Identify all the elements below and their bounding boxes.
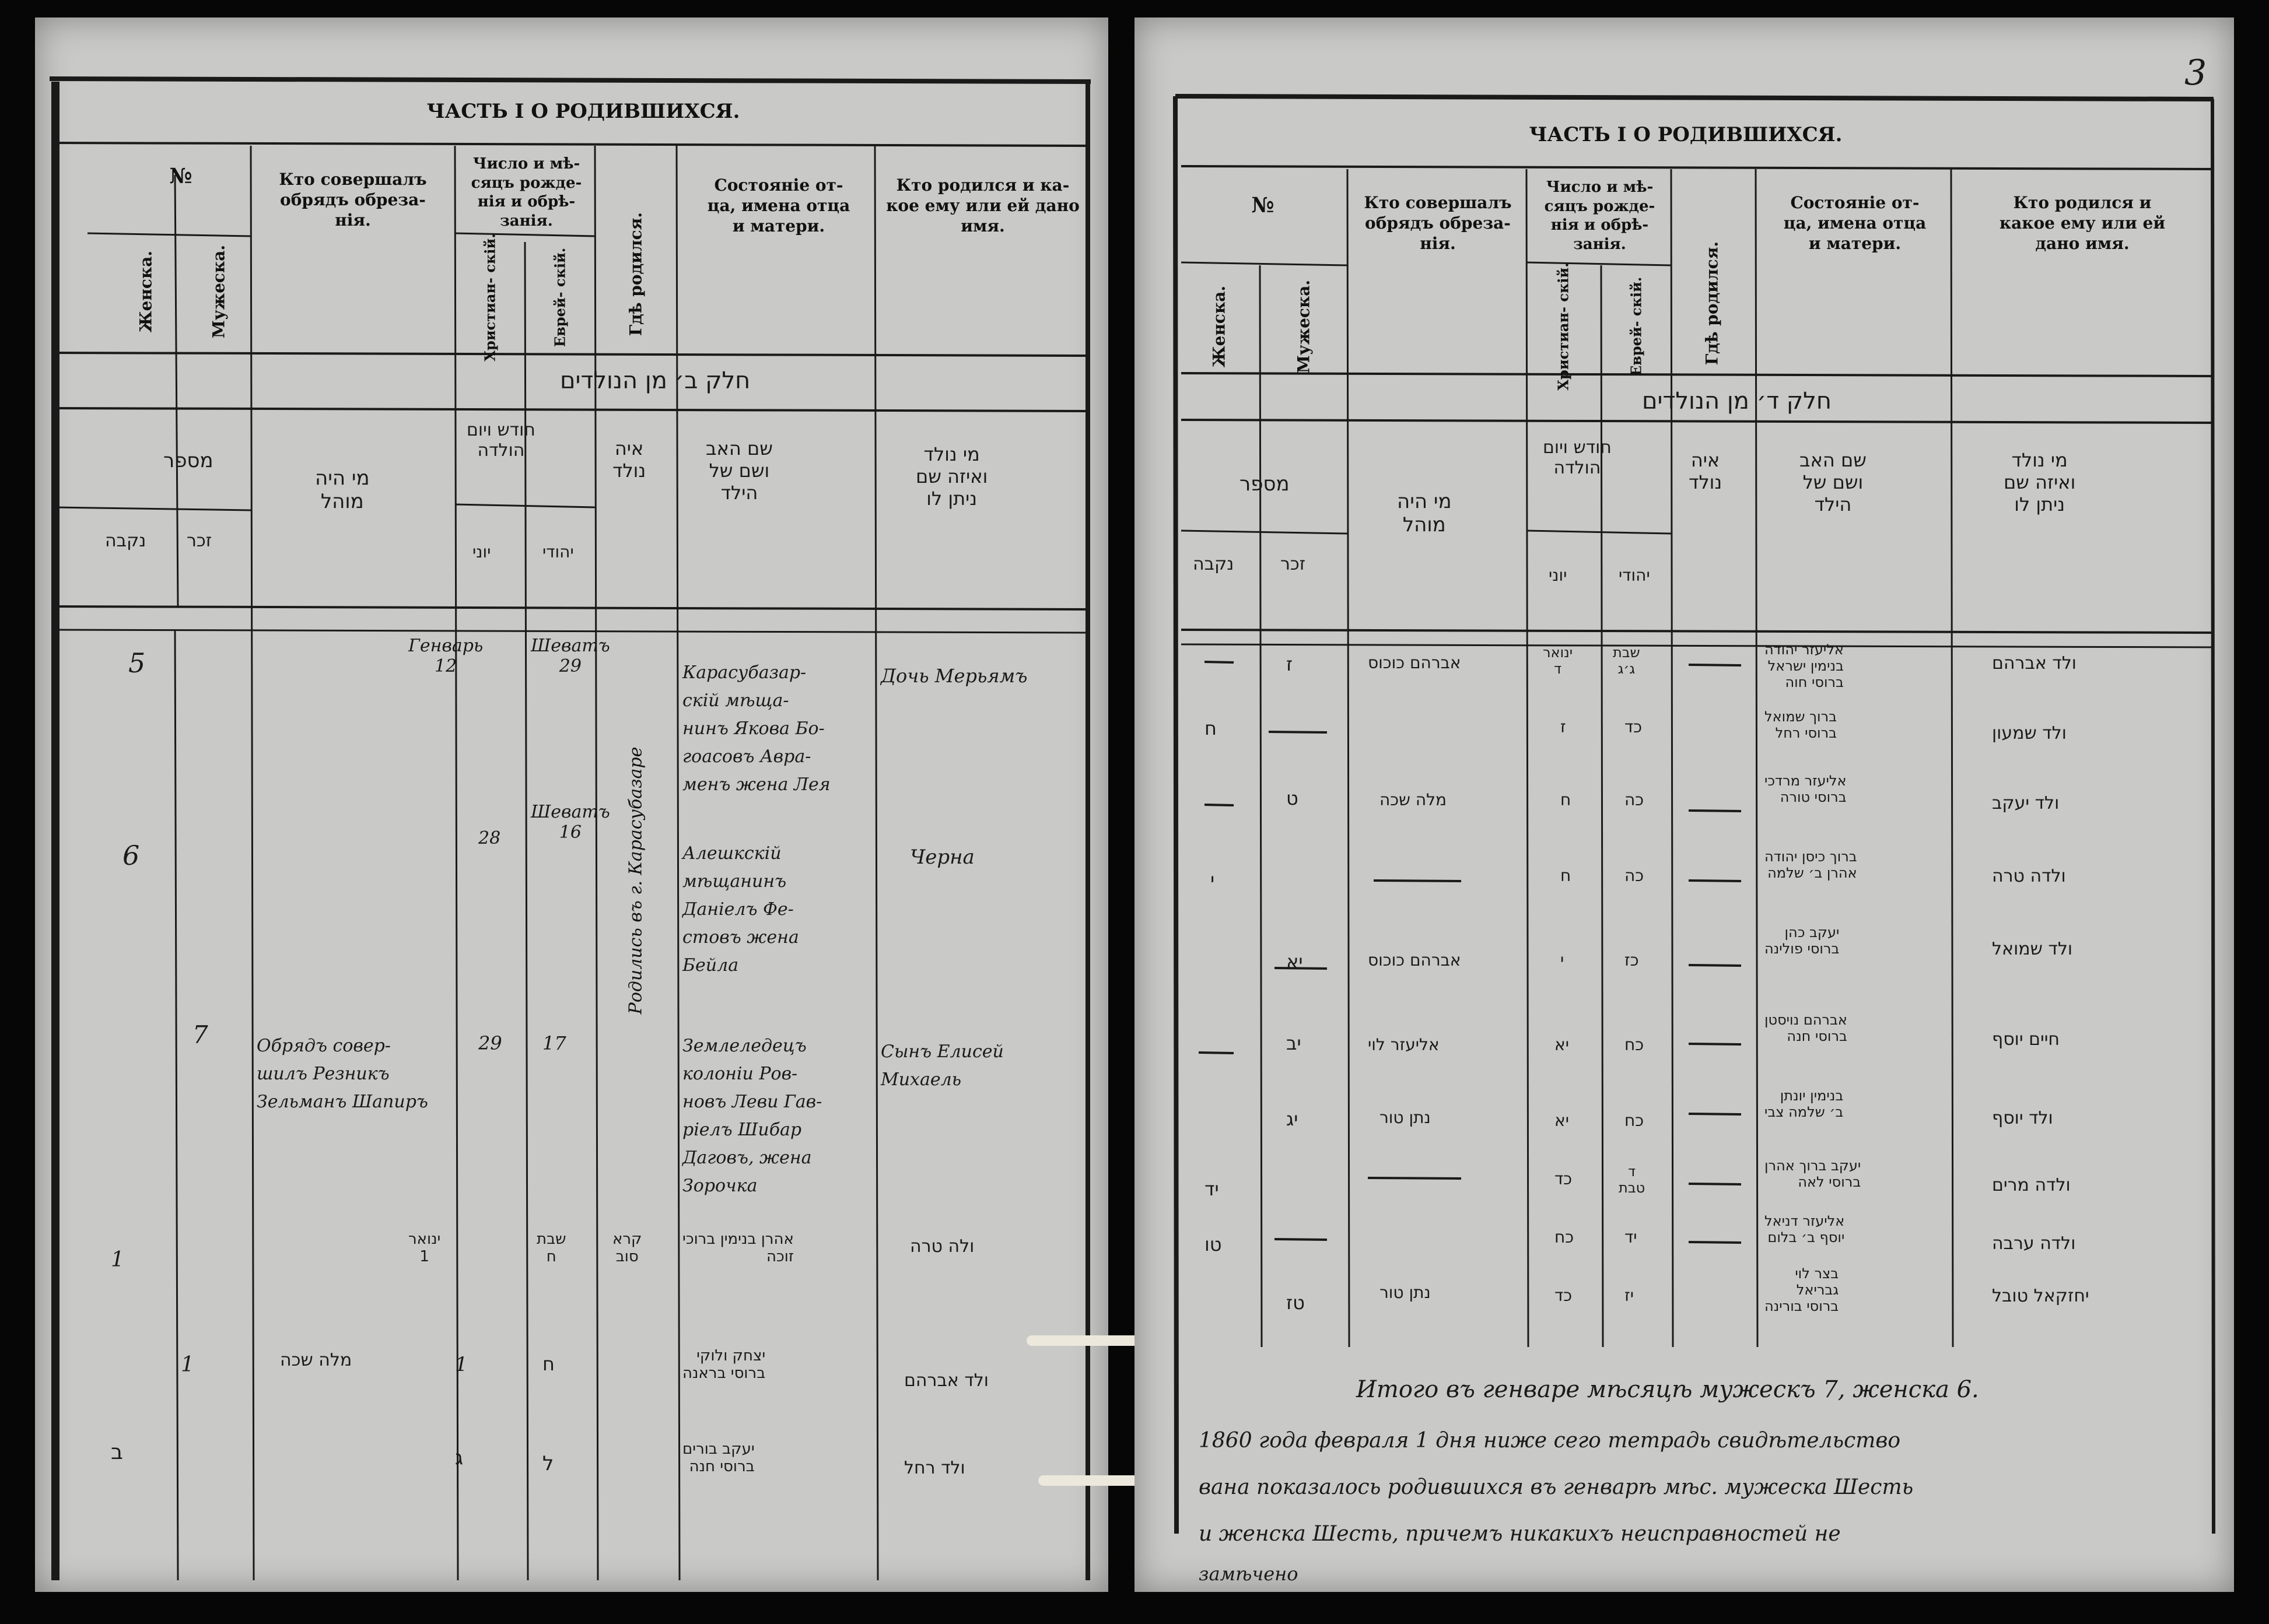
right-row-female: טו <box>1204 1233 1222 1255</box>
left-extra-christian: ג <box>455 1446 464 1469</box>
right-row-christian: י <box>1560 950 1564 970</box>
right-row-child: ולדה ערבה <box>1992 1233 2076 1254</box>
right-row-christian: כד <box>1554 1169 1573 1188</box>
left-header-jewish: Еврей- скій. <box>551 247 569 348</box>
right-row-male: טז <box>1286 1292 1305 1314</box>
right-row-jewish: ד טבת <box>1619 1163 1645 1196</box>
left-heb-male: זכר <box>187 531 212 551</box>
right-heb-jewish: יהודי <box>1619 566 1650 585</box>
right-row-child: ולדה מרים <box>1992 1175 2071 1195</box>
right-heb-female: נקבה <box>1193 554 1234 574</box>
right-row-parents: אליעזר יהודה בנימין ישראל ברוסי חוה <box>1764 641 1844 690</box>
right-row-parents: יעקב ברוך אהרן ברוסי לאה <box>1764 1158 1861 1190</box>
right-row-child: חיים יוסף <box>1992 1029 2060 1050</box>
left-entry-jewish-date: Шеватъ 29 <box>531 636 610 676</box>
right-header-jewish: Еврей- скій. <box>1627 276 1645 377</box>
left-extra-female: 1 <box>111 1248 124 1272</box>
left-extra-christian: 1 <box>455 1353 468 1376</box>
left-extra-child: ולד רחל <box>904 1458 965 1478</box>
right-row-christian: ח <box>1560 790 1571 809</box>
left-extra-parents: אהרן בנימין ברוכי זוכה <box>682 1230 794 1265</box>
right-heb-place: איה נולד <box>1689 449 1722 493</box>
right-row-performer: אברהם כוכוס <box>1368 950 1461 970</box>
left-header-male: Мужеска. <box>209 244 229 339</box>
left-place-vertical: Родились въ г. Карасубазаре <box>625 746 646 1015</box>
right-row-child: יחזקאל טובל <box>1992 1286 2089 1306</box>
right-header-place: Гдѣ родился. <box>1702 241 1722 366</box>
left-entry-jewish-date: Шеватъ 16 <box>531 802 610 843</box>
right-header-christian: Христиан- скій. <box>1554 262 1572 391</box>
right-heb-child: מי נולד ואיזה שם ניתן לו <box>2004 449 2076 515</box>
right-row-male: ט <box>1286 787 1298 809</box>
left-entry-christian-date: 29 <box>478 1032 502 1054</box>
right-row-parents: בצר לוי גבריאל ברוסי בורינה <box>1764 1265 1839 1314</box>
left-entry-performer: Обрядъ совер- шилъ Резникъ Зельманъ Шапиръ <box>257 1036 428 1112</box>
right-row-parents: ברוך כיסן יהודה אהרן ב׳ שלמה <box>1764 848 1857 881</box>
right-row-male: ז <box>1286 653 1293 675</box>
right-row-male: יב <box>1286 1032 1301 1054</box>
right-row-christian: כד <box>1554 1286 1573 1305</box>
left-header-child: Кто родился и ка- кое ему или ей дано имя. <box>886 176 1080 236</box>
right-row-parents: יעקב כהן ברוסי פולינה <box>1764 924 1840 957</box>
right-header-female: Женска. <box>1209 285 1229 368</box>
left-heb-jewish: יהודי <box>542 542 574 562</box>
left-extra-parents: יעקב בורים ברוסי חנה <box>682 1440 755 1475</box>
summary-line-5: замѣчено <box>1199 1563 1298 1585</box>
left-extra-female: ב <box>111 1440 123 1464</box>
left-heb-number: מספר <box>163 449 213 472</box>
right-heb-performer: מי היה מוהל <box>1397 490 1452 536</box>
right-header-performer: Кто совершалъ обрядъ обреза- нія. <box>1364 193 1512 253</box>
right-row-parents: בנימין יונתן ב׳ שלמה צבי <box>1764 1088 1844 1120</box>
left-header-place: Гдѣ родился. <box>626 212 646 336</box>
left-heb-female: נקבה <box>105 531 146 551</box>
right-page-title: ЧАСТЬ I О РОДИВШИХСЯ. <box>1529 123 1843 146</box>
left-header-female: Женска. <box>136 250 156 333</box>
right-row-jewish: כה <box>1624 866 1644 885</box>
right-row-jewish: כז <box>1624 950 1639 970</box>
left-header-christian: Христиан- скій. <box>481 233 499 362</box>
left-extra-performer: מלה שכה <box>280 1350 352 1370</box>
right-row-christian: ז <box>1560 717 1566 736</box>
page-number: 3 <box>2184 52 2207 93</box>
right-row-child: ולדה טרה <box>1992 866 2066 886</box>
right-row-child: ולד יעקב <box>1992 793 2060 813</box>
left-page <box>35 17 1108 1592</box>
left-heb-performer: מי היה מוהל <box>315 466 370 513</box>
right-heb-male: זכר <box>1280 554 1306 574</box>
left-extra-child: ולד אברהם <box>904 1370 989 1391</box>
left-entry-no: 6 <box>122 840 140 871</box>
right-header-child: Кто родился и какое ему или ей дано имя. <box>1999 193 2166 253</box>
right-row-female: יד <box>1204 1178 1219 1200</box>
right-row-parents: אליעזר דניאל יוסף ב׳ בלום <box>1764 1213 1845 1246</box>
right-row-parents: אליעזר מרדכי ברוסי טורה <box>1764 773 1847 805</box>
left-header-parents: Состояніе от- ца, имена отца и матери. <box>707 176 850 236</box>
right-row-female: י <box>1210 869 1215 891</box>
right-section-label: חלק ד׳ מן הנולדים <box>1642 388 1832 415</box>
right-header-number: № <box>1251 193 1274 218</box>
left-extra-male: 1 <box>181 1353 194 1377</box>
right-row-male: יא <box>1286 950 1303 973</box>
right-row-parents: אברהם נויסטן ברוסי חנה <box>1764 1012 1847 1044</box>
left-page-title: ЧАСТЬ I О РОДИВШИХСЯ. <box>426 100 740 123</box>
right-header-date: Число и мѣ- сяцъ рожде- нія и обрѣ- занія. <box>1544 178 1655 253</box>
right-row-jewish: יד <box>1624 1227 1637 1247</box>
right-row-performer: נתן טור <box>1379 1283 1431 1302</box>
right-row-jewish: שבת ג׳ג <box>1613 644 1640 677</box>
left-entry-parents: Землеледецъ колоніи Ров- новъ Леви Гав- ріелъ Шибар Даговъ, жена Зорочка <box>682 1036 822 1196</box>
right-row-jewish: כח <box>1624 1035 1644 1054</box>
right-heb-parents: שם האב ושם של הילד <box>1799 449 1867 515</box>
left-heb-place: איה נולד <box>612 437 646 482</box>
right-page <box>1134 17 2234 1592</box>
right-row-christian: יא <box>1554 1035 1569 1054</box>
right-header-male: Мужеска. <box>1294 279 1314 374</box>
right-heb-date: חודש ויום הולדה <box>1543 437 1612 478</box>
left-heb-christian: יוני <box>472 542 491 562</box>
right-row-performer: מלה שכה <box>1379 790 1447 809</box>
summary-line-3: вана показалось родившихся въ генварѣ мѣс. мужеска Шесть <box>1199 1475 1914 1499</box>
right-row-performer: נתן טור <box>1379 1108 1431 1127</box>
right-table-grid <box>1134 17 2234 1592</box>
left-entry-child: Дочь Мерьямъ <box>881 665 1028 687</box>
left-extra-child: ולה טרה <box>910 1236 975 1257</box>
left-entry-christian-date: 28 <box>478 828 501 848</box>
left-heb-child: מי נולד ואיזה שם ניתן לו <box>916 443 988 510</box>
left-header-number: № <box>169 164 192 188</box>
left-entry-child: Черна <box>910 846 975 869</box>
right-row-performer: אליעזר לוי <box>1368 1035 1440 1054</box>
right-row-jewish: יז <box>1624 1286 1634 1305</box>
left-entry-parents: Карасубазар- скій мѣща- нинъ Якова Бо- гоасовъ Авра- менъ жена Лея <box>682 662 831 795</box>
right-row-child: ולד שמעון <box>1992 723 2067 743</box>
left-extra-jewish: ל <box>542 1452 554 1475</box>
right-row-christian: ינואר ד <box>1543 644 1573 677</box>
left-header-performer: Кто совершалъ обрядъ обреза- нія. <box>279 170 427 230</box>
right-heb-number: מספר <box>1239 472 1290 496</box>
right-row-performer: אברהם כוכוס <box>1368 653 1461 672</box>
left-entry-no: 7 <box>192 1020 208 1049</box>
left-entry-parents: Алешкскій мѣщанинъ Даніелъ Фе- стовъ жена Бейла <box>682 843 799 976</box>
left-extra-jewish: שבת ח <box>537 1230 566 1265</box>
left-extra-jewish: ח <box>542 1353 555 1375</box>
right-row-child: ולד שמואל <box>1992 939 2073 959</box>
right-row-male: יג <box>1286 1108 1298 1130</box>
left-extra-christian: ינואר 1 <box>408 1230 441 1265</box>
left-header-date: Число и мѣ- сяцъ рожде- нія и обрѣ- занія. <box>471 155 582 230</box>
left-entry-christian-date: Генварь 12 <box>408 636 484 676</box>
right-row-child: ולד אברהם <box>1992 653 2077 674</box>
left-heb-date: חודש ויום הולדה <box>467 420 535 461</box>
left-extra-place: קרא סוב <box>612 1230 642 1265</box>
right-header-parents: Состояніе от- ца, имена отца и матери. <box>1783 193 1927 253</box>
right-row-jewish: כח <box>1624 1111 1644 1130</box>
right-row-christian: כח <box>1554 1227 1574 1247</box>
right-row-christian: ח <box>1560 866 1571 885</box>
right-row-christian: יא <box>1554 1111 1569 1130</box>
right-row-jewish: כה <box>1624 790 1644 809</box>
left-entry-child: Сынъ Елисей Михаель <box>881 1041 1004 1090</box>
summary-line-4: и женска Шесть, причемъ никакихъ неисправностей не <box>1199 1522 1841 1546</box>
right-row-jewish: כד <box>1624 717 1643 736</box>
right-heb-christian: יוני <box>1549 566 1567 585</box>
left-section-label: חלק ב׳ מן הנולדים <box>560 367 751 394</box>
summary-line-1: Итого въ генваре мѣсяцѣ мужескъ 7, женска 6. <box>1356 1376 1979 1403</box>
left-extra-parents: יצחק ולוקי ברוסי בראנה <box>682 1347 766 1382</box>
right-row-parents: ברוך שמואל ברוסי רחל <box>1764 708 1837 741</box>
right-row-female: ח <box>1204 717 1217 739</box>
summary-line-2: 1860 года февраля 1 дня ниже сего тетрадь свидѣтельство <box>1199 1429 1901 1453</box>
right-row-child: ולד יוסף <box>1992 1108 2053 1128</box>
left-heb-parents: שם האב ושם של הילד <box>706 437 773 504</box>
left-entry-no: 5 <box>128 647 146 679</box>
left-entry-jewish-date: 17 <box>542 1032 566 1054</box>
